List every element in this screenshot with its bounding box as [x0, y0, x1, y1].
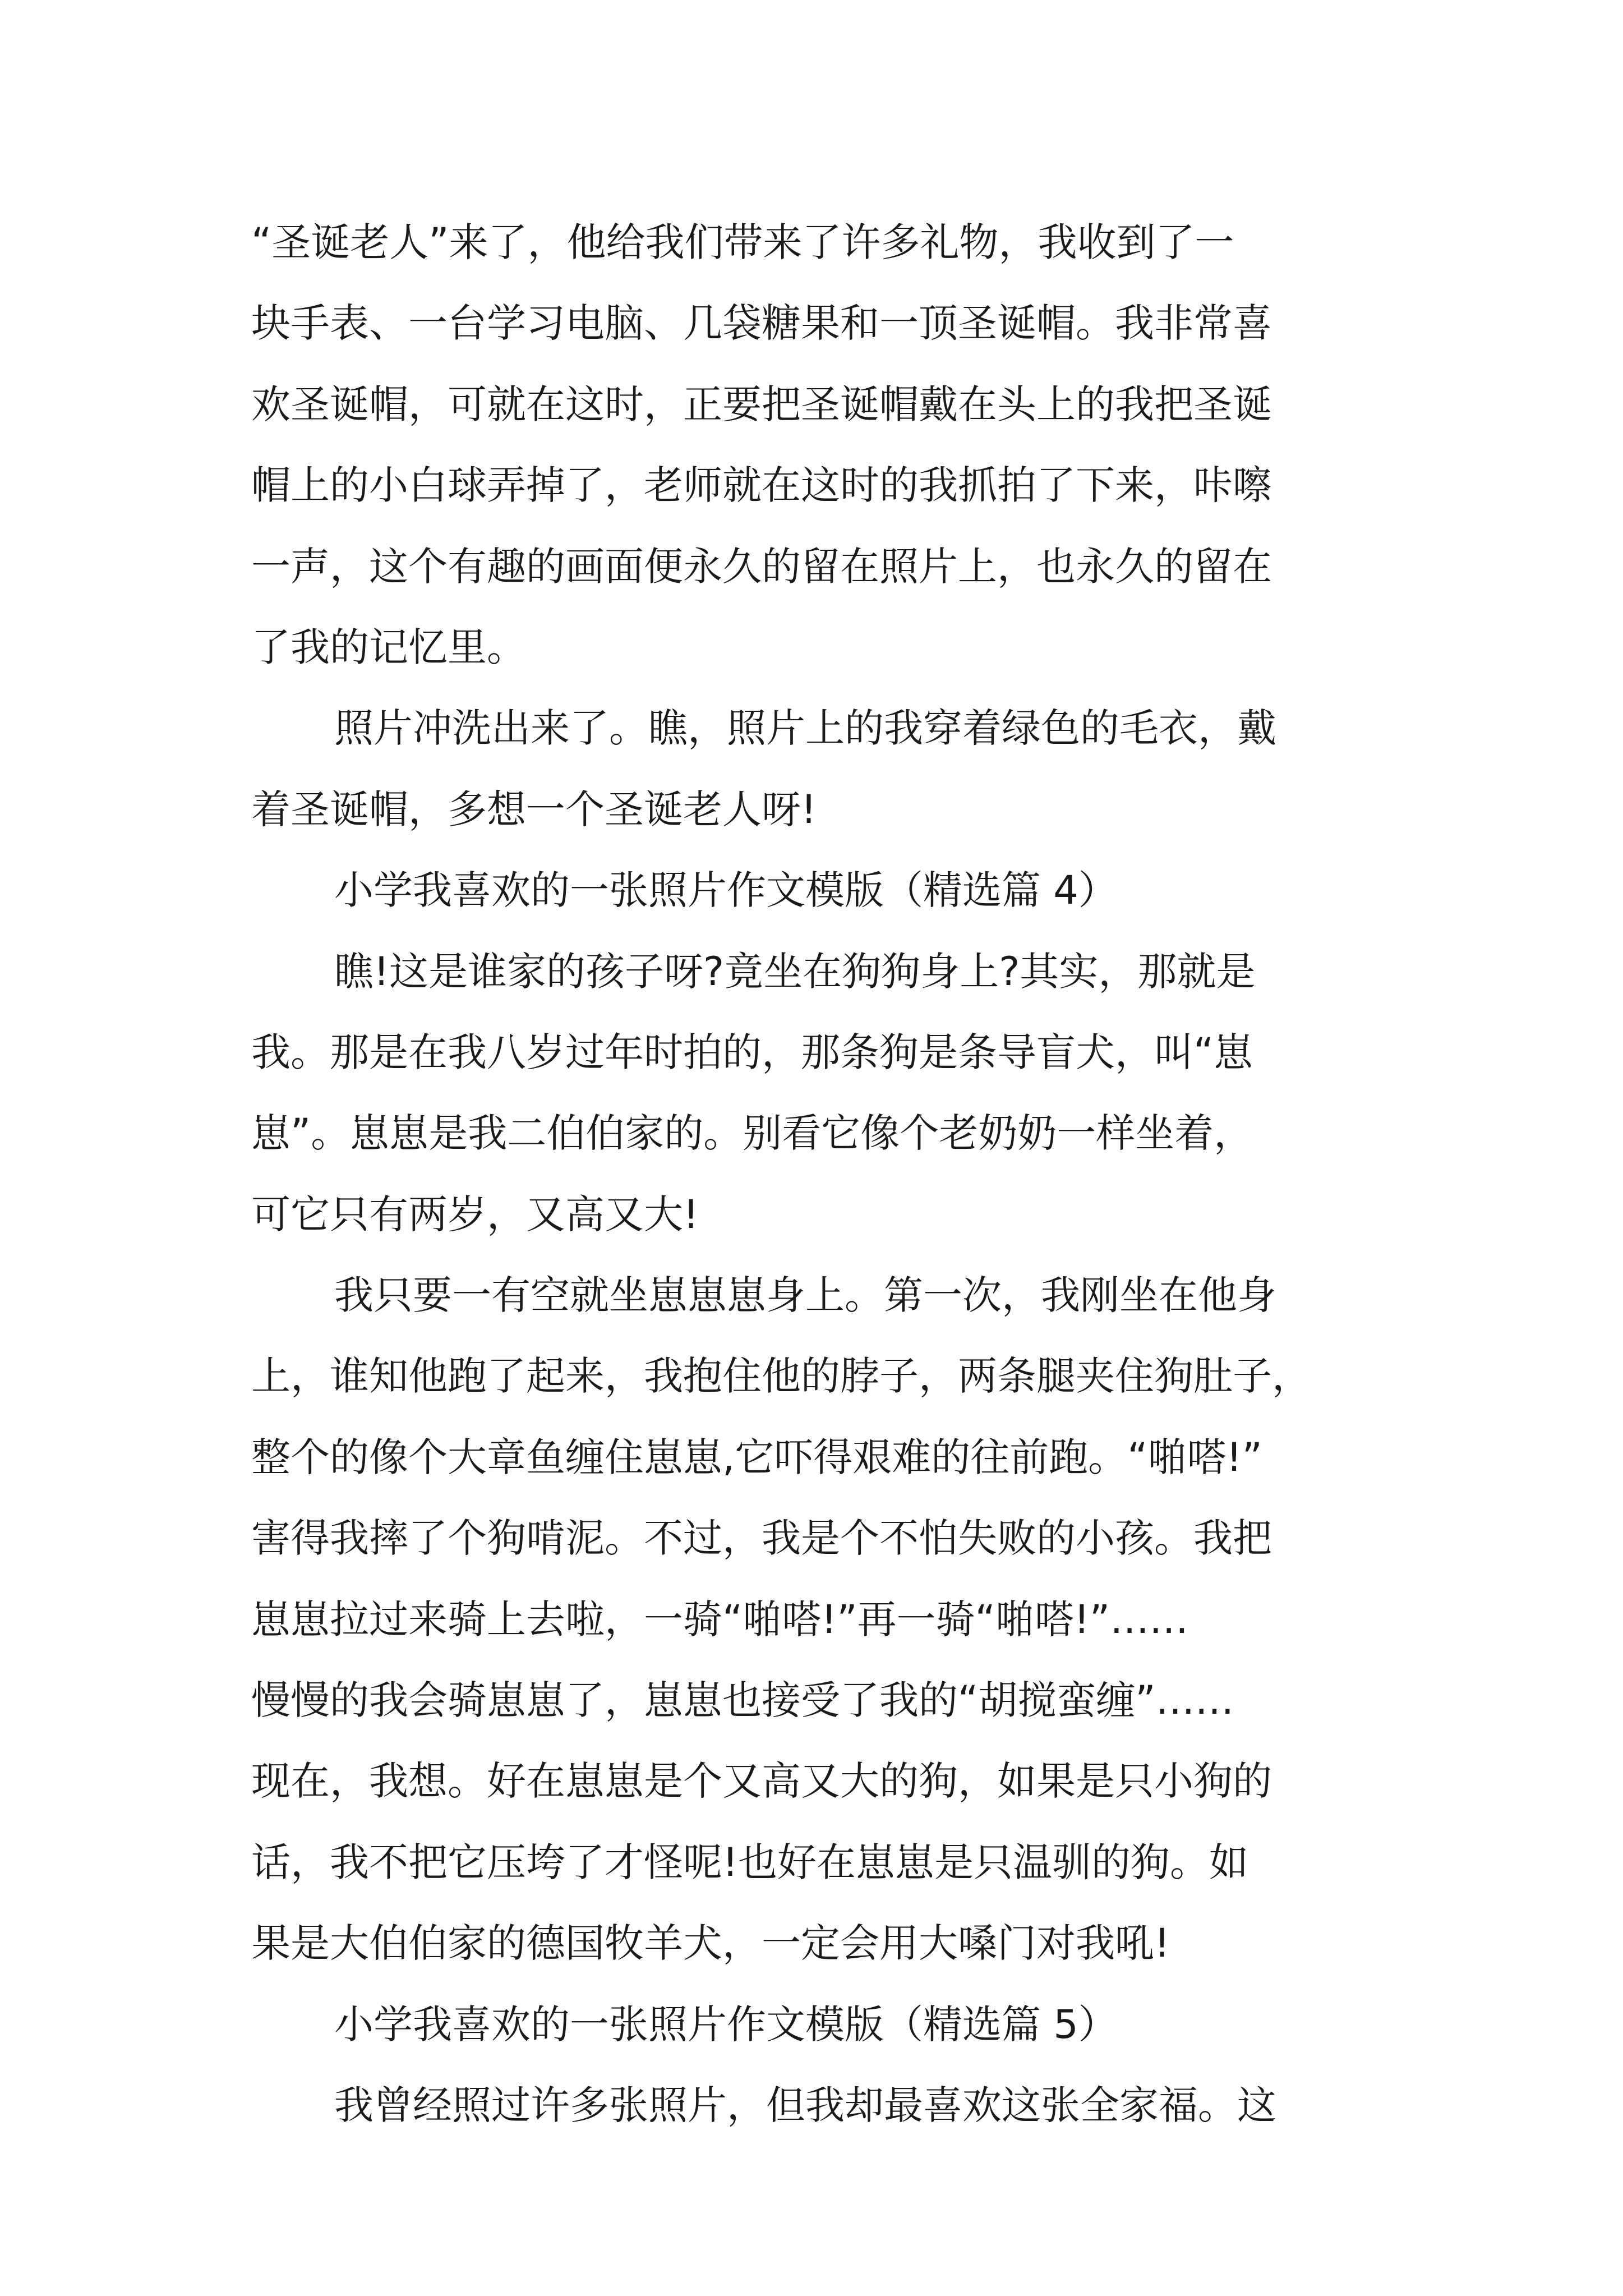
text-line: 现在，我想。好在崽崽是个又高又大的狗，如果是只小狗的 — [251, 1758, 1272, 1805]
text-line: 果是大伯伯家的德国牧羊犬，一定会用大嗓门对我吼! — [251, 1920, 1170, 1967]
text-line: 一声，这个有趣的画面便永久的留在照片上，也永久的留在 — [251, 543, 1272, 590]
section-heading-5: 小学我喜欢的一张照片作文模版（精选篇 5） — [334, 2001, 1118, 2047]
text-line: 欢圣诞帽，可就在这时，正要把圣诞帽戴在头上的我把圣诞 — [251, 381, 1272, 427]
text-line: “圣诞老人”来了，他给我们带来了许多礼物，我收到了一 — [251, 219, 1234, 265]
section-heading-4: 小学我喜欢的一张照片作文模版（精选篇 4） — [334, 867, 1118, 914]
text-line: 崽崽拉过来骑上去啦，一骑“啪嗒!”再一骑“啪嗒!”…… — [251, 1596, 1189, 1642]
text-line: 可它只有两岁，又高又大! — [251, 1191, 699, 1237]
essay-body — [251, 202, 1381, 2146]
text-line: 帽上的小白球弄掉了，老师就在这时的我抓拍了下来，咔嚓 — [251, 462, 1272, 509]
text-line: 慢慢的我会骑崽崽了，崽崽也接受了我的“胡搅蛮缠”…… — [251, 1677, 1234, 1724]
text-line: 害得我摔了个狗啃泥。不过，我是个不怕失败的小孩。我把 — [251, 1515, 1272, 1562]
paragraph-start-line: 瞧!这是谁家的孩子呀?竟坐在狗狗身上?其实，那就是 — [334, 948, 1256, 995]
paragraph-start-line: 我只要一有空就坐崽崽崽身上。第一次，我刚坐在他身 — [334, 1272, 1276, 1319]
paragraph-start-line: 照片冲洗出来了。瞧，照片上的我穿着绿色的毛衣，戴 — [334, 705, 1276, 752]
text-line: 我。那是在我八岁过年时拍的，那条狗是条导盲犬，叫“崽 — [251, 1029, 1253, 1075]
text-line: 块手表、一台学习电脑、几袋糖果和一顶圣诞帽。我非常喜 — [251, 300, 1272, 347]
text-line: 上，谁知他跑了起来，我抱住他的脖子，两条腿夹住狗肚子， — [251, 1353, 1311, 1400]
text-line: 崽”。崽崽是我二伯伯家的。别看它像个老奶奶一样坐着， — [251, 1110, 1253, 1157]
paragraph-start-line: 我曾经照过许多张照片，但我却最喜欢这张全家福。这 — [334, 2082, 1276, 2128]
text-line: 着圣诞帽，多想一个圣诞老人呀! — [251, 786, 817, 832]
text-line: 整个的像个大章鱼缠住崽崽,它吓得艰难的往前跑。“啪嗒!” — [251, 1434, 1262, 1480]
text-line: 了我的记忆里。 — [251, 624, 526, 670]
text-line: 话，我不把它压垮了才怪呢!也好在崽崽是只温驯的狗。如 — [251, 1839, 1249, 1885]
